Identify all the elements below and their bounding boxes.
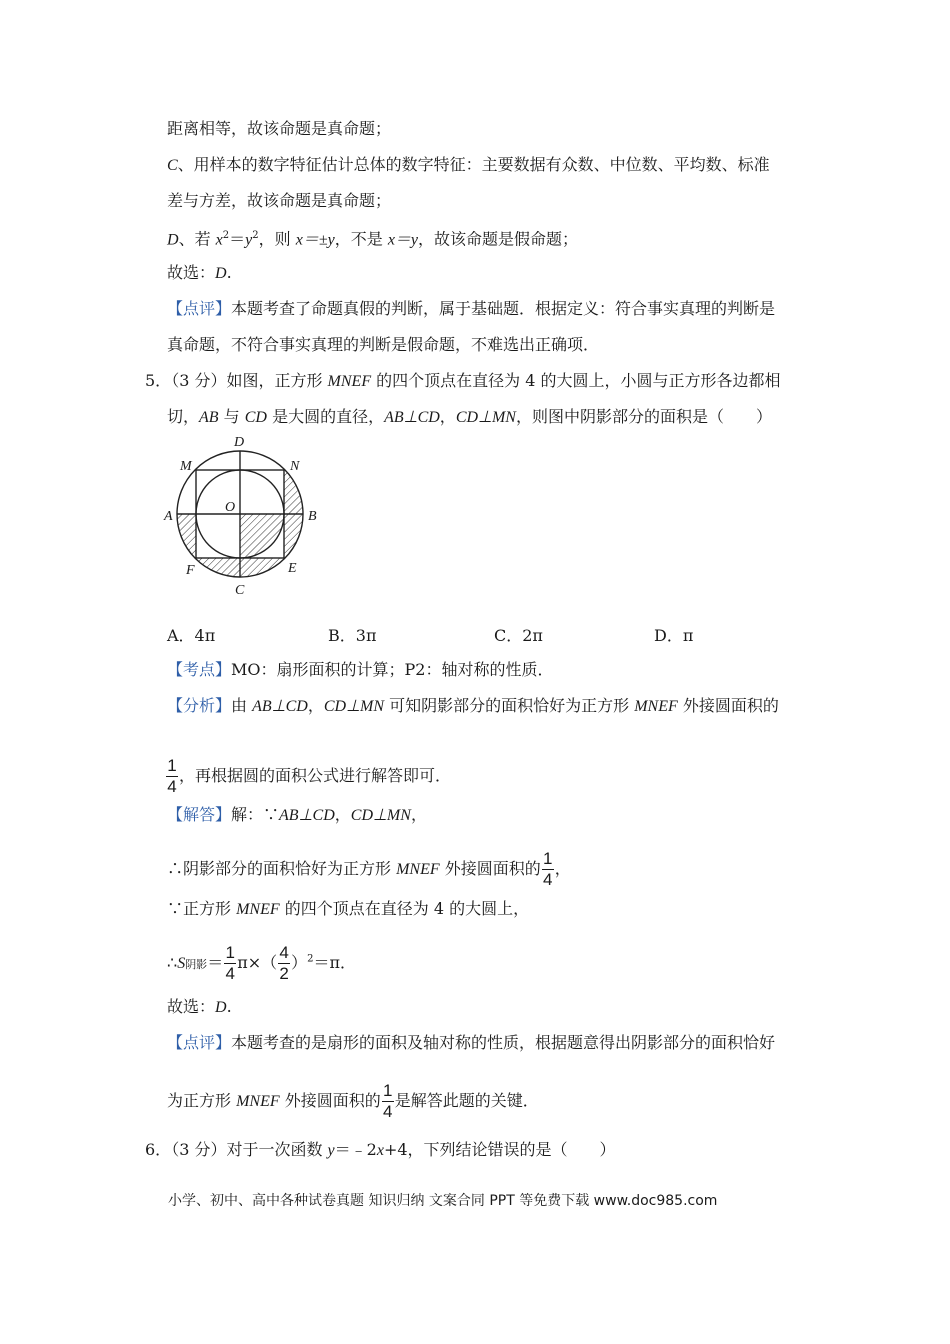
text: 2 [307, 953, 314, 965]
text: y [327, 1142, 335, 1159]
fraction: $\frac{1}{4}$ [383, 1081, 393, 1121]
text: MNEF [634, 698, 678, 715]
text: 、用样本的数字特征估计总体的数字特征：主要数据有众数、中位数、平均数、标准 [177, 155, 770, 174]
text: ＝﹣2 [334, 1140, 377, 1159]
text: ∴阴影部分的面积恰好为正方形 [167, 859, 397, 878]
text: 的四个顶点在直径为 4 的大圆上， [279, 899, 530, 918]
text: 2 [222, 230, 230, 241]
text-line [167, 118, 391, 140]
text: MNEF [236, 901, 280, 918]
text: 差与方差，故该命题是真命题； [167, 191, 392, 210]
text: 真命题，不符合事实真理的判断是假命题，不难选出正确项． [167, 335, 600, 354]
text: CD [244, 409, 267, 426]
text: ＝ [229, 229, 246, 249]
question-number: 6． [145, 1140, 172, 1159]
text: 可知阴影部分的面积恰好为正方形 [384, 696, 635, 715]
label-n: N [290, 459, 300, 474]
text-line [167, 695, 779, 718]
text: 阴影 [185, 958, 208, 971]
tag-label: 【解答】 [167, 805, 232, 824]
text: . [226, 997, 232, 1016]
label-b: B [308, 509, 317, 524]
fraction: $\frac{4}{2}$ [279, 943, 289, 983]
text-line [167, 406, 772, 429]
text: AB [199, 409, 219, 426]
label-o: O [225, 500, 236, 515]
text: ， [334, 805, 351, 824]
text: 解：∵ [231, 805, 280, 824]
text: ∴ [167, 953, 178, 972]
text: y [245, 231, 253, 249]
text-line [167, 190, 391, 212]
text-line [167, 804, 427, 827]
text: . [226, 263, 232, 282]
text: 外接圆面积的 [677, 696, 779, 715]
text: ，则图中阴影部分的面积是（ ） [515, 407, 772, 426]
text: 外接圆面积的 [279, 1091, 381, 1110]
text: ＝ [207, 953, 224, 972]
text: ，再根据圆的面积公式进行解答即可． [179, 766, 452, 785]
text-line [167, 898, 529, 921]
text: ） [291, 953, 308, 972]
fraction: $\frac{1}{4}$ [225, 943, 235, 983]
text: D [215, 999, 227, 1016]
question-number: 5． [145, 371, 172, 390]
text: ∵正方形 [167, 899, 237, 918]
text-line [167, 996, 232, 1019]
fraction: $\frac{1}{4}$ [543, 849, 553, 889]
text-line [167, 659, 553, 681]
text: 由 [231, 696, 253, 715]
text: CD⊥MN [455, 409, 516, 426]
text: MNEF [396, 861, 440, 878]
option-c[interactable]: C．2π [494, 626, 543, 645]
text: AB⊥CD [252, 698, 308, 715]
text: ＝π． [313, 953, 357, 972]
question-5 [145, 370, 781, 393]
text-line [167, 225, 578, 251]
page-footer: 小学、初中、高中各种试卷真题 知识归纳 文案合同 PPT 等免费下载 www.doc985.com [168, 1193, 718, 1209]
label-f: F [186, 563, 195, 578]
option-b[interactable]: B．3π [328, 626, 377, 645]
question-6 [145, 1139, 616, 1162]
text: +4，下列结论错误的是（ ） [383, 1140, 616, 1159]
text: （3 分）如图，正方形 [171, 371, 328, 390]
text: x＝±y [295, 231, 335, 249]
text-line [167, 1032, 775, 1054]
text: 与 [218, 407, 245, 426]
text: 外接圆面积的 [439, 859, 541, 878]
text-line [167, 262, 232, 285]
text-line [167, 944, 356, 983]
text: 是大圆的直径， [266, 407, 385, 426]
geometry-figure [162, 428, 332, 600]
text: x＝y [387, 231, 419, 249]
tag-label: 【点评】 [167, 1033, 232, 1052]
text: 本题考查的是扇形的面积及轴对称的性质，根据题意得出阴影部分的面积恰好 [231, 1033, 776, 1052]
text: ， [439, 407, 456, 426]
text: D [167, 231, 179, 249]
text: 为正方形 [167, 1091, 237, 1110]
text: 故选： [167, 997, 216, 1016]
text: MNEF [236, 1093, 280, 1110]
text: AB⊥CD [279, 807, 335, 824]
option-a[interactable]: A．4π [167, 626, 216, 645]
text: （3 分）对于一次函数 [171, 1140, 328, 1159]
label-m: M [180, 459, 192, 474]
label-d: D [234, 435, 245, 450]
text: 、若 [178, 229, 216, 249]
text: 是解答此题的关键． [394, 1091, 539, 1110]
text-line [167, 154, 770, 177]
text: 本题考查了命题真假的判断，属于基础题．根据定义：符合事实真理的判断是 [231, 299, 776, 318]
text: 的四个顶点在直径为 4 的大圆上，小圆与正方形各边都相 [371, 371, 781, 390]
text: AB⊥CD [384, 409, 440, 426]
tag-label: 【点评】 [167, 299, 232, 318]
text: ，则 [258, 229, 296, 249]
text: x [215, 231, 223, 249]
text: C [167, 157, 178, 174]
tag-label: 【考点】 [167, 660, 232, 679]
text: 距离相等，故该命题是真命题； [167, 119, 392, 138]
text: MNEF [327, 373, 372, 390]
text: π×（ [237, 953, 278, 972]
text: CD⊥MN [323, 698, 385, 715]
text-line [167, 850, 571, 889]
text-line [167, 1082, 539, 1121]
text: ，不是 [334, 229, 388, 249]
text: x [376, 1142, 384, 1159]
text: D [215, 265, 227, 282]
text-line [167, 334, 599, 356]
text: 故选： [167, 263, 216, 282]
fraction: $\frac{1}{4}$ [167, 756, 177, 796]
label-c: C [235, 583, 245, 598]
text: CD⊥MN [350, 807, 411, 824]
text-line [167, 298, 775, 320]
text: ， [307, 696, 324, 715]
text: ，故该命题是假命题； [418, 229, 579, 249]
text: S [177, 955, 186, 972]
text-line [165, 757, 451, 796]
label-a: A [164, 509, 173, 524]
text: MO：扇形面积的计算；P2：轴对称的性质． [231, 660, 554, 679]
text: 切， [167, 407, 200, 426]
text: ， [410, 805, 427, 824]
option-d[interactable]: D．π [654, 626, 694, 645]
label-e: E [288, 561, 297, 576]
text: ， [554, 859, 571, 878]
tag-label: 【分析】 [167, 696, 232, 715]
text: 2 [252, 230, 259, 241]
